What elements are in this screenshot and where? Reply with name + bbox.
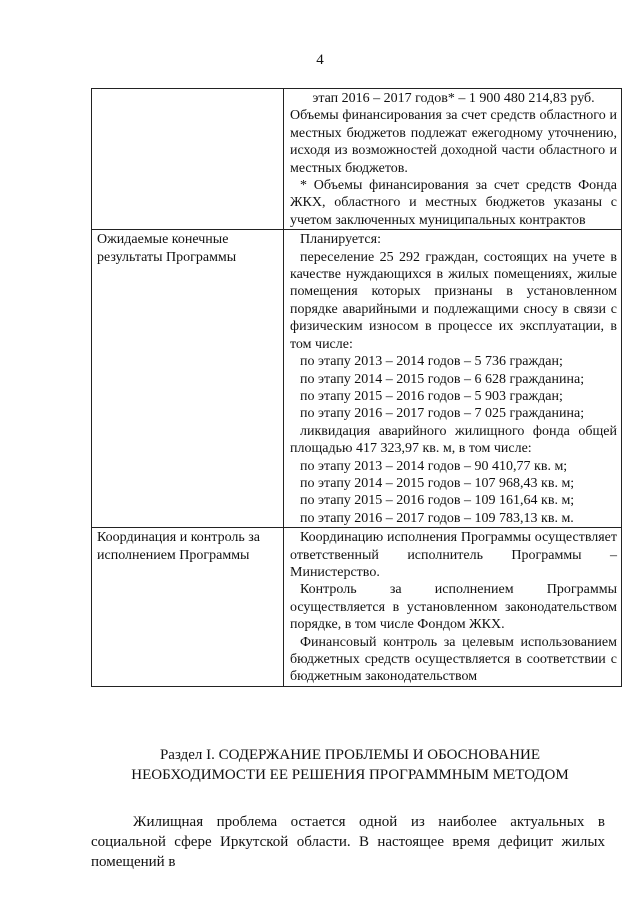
table-row	[92, 230, 622, 528]
value-paragraph: по этапу 2015 – 2016 годов – 5 903 граждан;	[300, 388, 563, 404]
value-paragraph: по этапу 2013 – 2014 годов – 90 410,77 кв. м;	[300, 458, 568, 474]
value-paragraph: по этапу 2016 – 2017 годов – 109 783,13 кв. м.	[300, 510, 574, 526]
value-paragraph: по этапу 2013 – 2014 годов – 5 736 граждан;	[300, 354, 563, 370]
value-paragraph: * Объемы финансирования за счет средств Фонда ЖКХ, областного и местных бюджетов указаны с учетом заключенных муниципальных контрактов	[290, 178, 617, 228]
row-label: Ожидаемые конечные результаты Программы	[97, 232, 237, 265]
row-label: Координация и контроль за исполнением Программы	[97, 530, 260, 563]
value-paragraph: по этапу 2014 – 2015 годов – 6 628 гражданина;	[300, 371, 585, 387]
table-row	[92, 89, 622, 230]
value-paragraph: по этапу 2016 – 2017 годов – 7 025 гражданина;	[300, 406, 585, 422]
row-value-cell	[284, 230, 622, 528]
value-paragraph: Планируется:	[300, 232, 381, 248]
value-paragraph: переселение 25 292 граждан, состоящих на учете в качестве нуждающихся в жилых помещениях, жилые помещения которых признаны в установленном порядке аварийными и подлежащими сносу в связи с физическим износом в процессе их эксплуатации, в том числе:	[290, 249, 617, 352]
row-label-cell	[92, 230, 284, 528]
value-paragraph: по этапу 2014 – 2015 годов – 107 968,43 кв. м;	[300, 475, 575, 491]
row-label-cell	[92, 528, 284, 687]
section-title-line: НЕОБХОДИМОСТИ ЕЕ РЕШЕНИЯ ПРОГРАММНЫМ МЕТОДОМ	[131, 767, 569, 783]
row-value-cell	[284, 528, 622, 687]
section-title	[95, 745, 605, 785]
value-paragraph: Финансовый контроль за целевым использованием бюджетных средств осуществляется в соответствии с бюджетным законодательством	[290, 634, 617, 685]
value-paragraph: Объемы финансирования за счет средств областного и местных бюджетов подлежат ежегодному уточнению, исходя из возможностей доходной части областного и местных бюджетов.	[290, 108, 617, 176]
value-paragraph: ликвидация аварийного жилищного фонда общей площадью 417 323,97 кв. м, в том числе:	[290, 423, 617, 457]
row-label-cell	[92, 89, 284, 230]
body-paragraph: Жилищная проблема остается одной из наиболее актуальных в социальной сфере Иркутской области. В настоящее время дефицит жилых помещений в	[91, 814, 605, 870]
page-number: 4	[316, 52, 324, 68]
program-passport-table	[91, 88, 622, 687]
value-paragraph: Координацию исполнения Программы осуществляет ответственный исполнитель Программы – Министерство.	[290, 530, 617, 580]
value-paragraph: по этапу 2015 – 2016 годов – 109 161,64 кв. м;	[300, 493, 575, 509]
table-row	[92, 528, 622, 687]
value-paragraph: Контроль за исполнением Программы осуществляется в установленном законодательством порядке, в том числе Фондом ЖКХ.	[290, 582, 617, 633]
value-paragraph: этап 2016 – 2017 годов* – 1 900 480 214,83 руб.	[312, 91, 595, 106]
section-title-line: Раздел I. СОДЕРЖАНИЕ ПРОБЛЕМЫ И ОБОСНОВАНИЕ	[159, 747, 541, 763]
row-value-cell	[284, 89, 622, 230]
